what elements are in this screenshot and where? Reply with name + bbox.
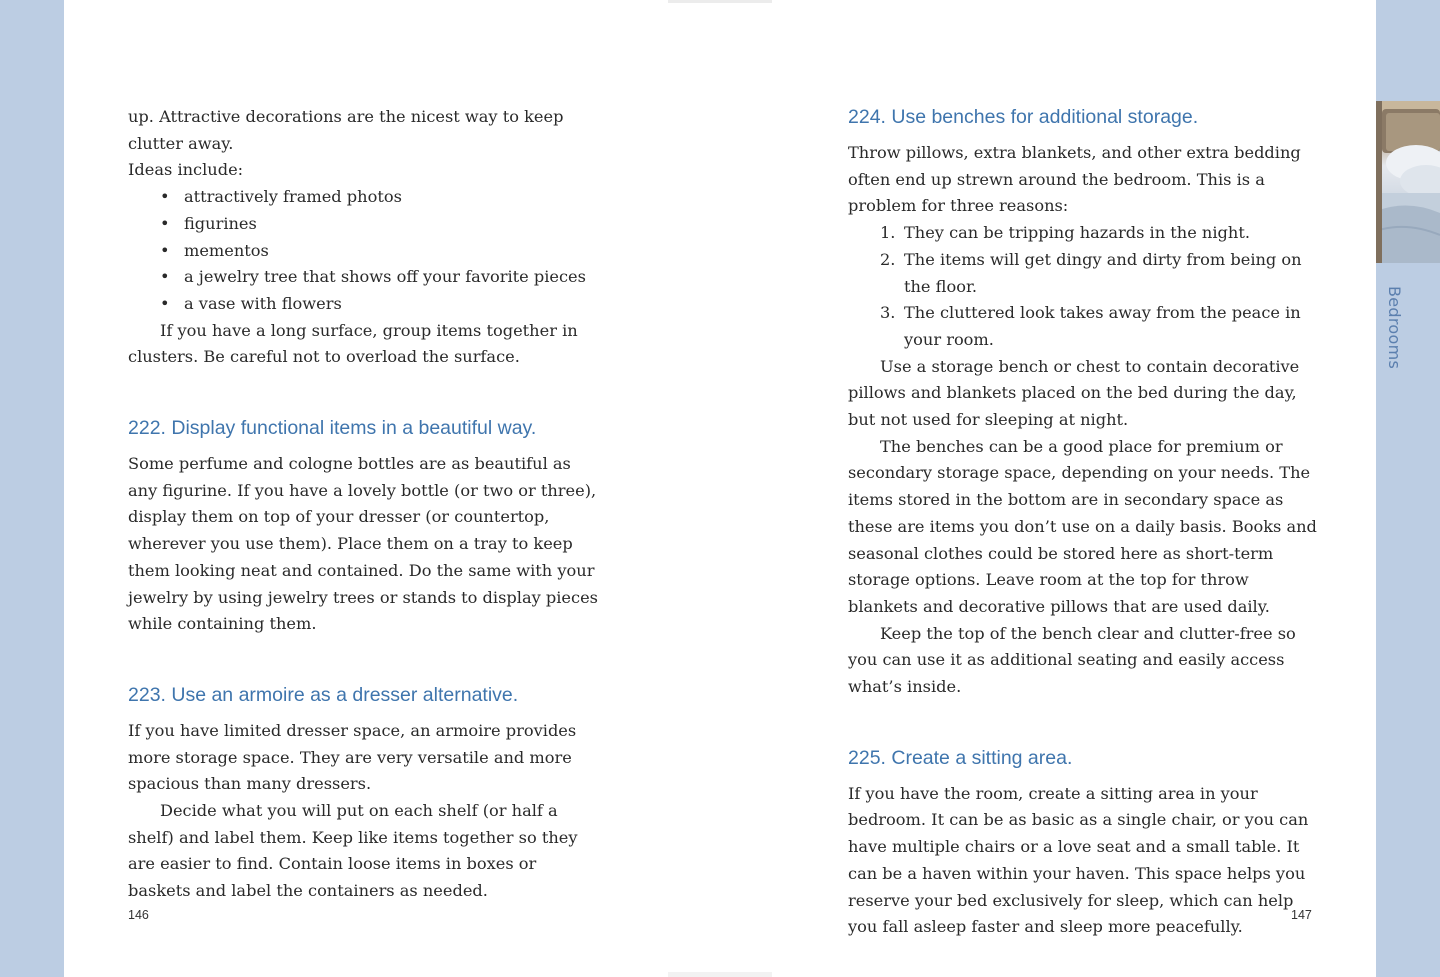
bedroom-photo-icon bbox=[1376, 101, 1440, 263]
list-number: 3. bbox=[880, 303, 896, 323]
page-number-right: 147 bbox=[1291, 908, 1312, 922]
list-item bbox=[880, 300, 1318, 353]
heading-223: 223. Use an armoire as a dresser alternative. bbox=[128, 683, 519, 706]
spine-shadow-top bbox=[668, 0, 772, 3]
intro-line-2: Ideas include: bbox=[128, 160, 244, 180]
list-text: The cluttered look takes away from the peace in your room. bbox=[904, 303, 1301, 349]
paragraph-225: If you have the room, create a sitting area in your bedroom. It can be as basic as a single chair, or you can have multiple chairs or a love seat and a small table. It can be a haven within your haven. This space helps you reserve your bed exclusively for sleep, which can help you fall asleep faster and sleep more peacefully. bbox=[848, 783, 1309, 937]
paragraph-224-2: Use a storage bench or chest to contain decorative pillows and blankets placed on the bed during the day, but not used for sleeping at night. bbox=[848, 356, 1300, 430]
list-text: The items will get dingy and dirty from being on the floor. bbox=[904, 249, 1302, 296]
paragraph-223-1: If you have limited dresser space, an armoire provides more storage space. They are very versatile and more spacious than many dressers. bbox=[128, 720, 577, 794]
clusters-paragraph: If you have a long surface, group items together in clusters. Be careful not to overload the surface. bbox=[128, 320, 578, 367]
paragraph-223-2: Decide what you will put on each shelf (or half a shelf) and label them. Keep like items together so they are easier to find. Contain loose items in boxes or baskets and label the containers as needed. bbox=[128, 801, 578, 901]
paragraph-222: Some perfume and cologne bottles are as beautiful as any figurine. If you have a lovely bottle (or two or three), display them on top of your dresser (or countertop, wherever you use them). Place them on a tray to keep them looking neat and contained. Do the same with your jewelry by using jewelry trees or stands to display pieces while containing them. bbox=[128, 454, 598, 634]
paragraph-224-3: The benches can be a good place for premium or secondary storage space, depending on your needs. The items stored in the bottom are in secondary space as these are items you don’t use on a daily basis. Books and seasonal clothes could be stored here as short-term storage options. Leave room at the top for throw blankets and decorative pillows that are used daily. bbox=[848, 436, 1317, 616]
heading-225: 225. Create a sitting area. bbox=[848, 746, 1073, 769]
list-item: • a jewelry tree that shows off your favorite pieces bbox=[184, 264, 598, 291]
paragraph-224-4: Keep the top of the bench clear and clutter-free so you can use it as additional seating and easily access what’s inside. bbox=[848, 623, 1296, 697]
list-item bbox=[880, 247, 1318, 300]
list-text: They can be tripping hazards in the night. bbox=[904, 223, 1250, 243]
list-number: 2. bbox=[880, 249, 896, 269]
list-item: • figurines bbox=[184, 211, 598, 238]
right-page-text bbox=[848, 104, 1318, 941]
intro-line-1: up. Attractive decorations are the nicest way to keep clutter away. bbox=[128, 107, 564, 153]
spine-shadow-bottom bbox=[668, 972, 772, 977]
page-number-left: 146 bbox=[128, 908, 149, 922]
list-number: 1. bbox=[880, 223, 896, 243]
left-page-text bbox=[128, 104, 598, 905]
list-item: • a vase with flowers bbox=[184, 291, 598, 318]
reasons-list bbox=[848, 220, 1318, 354]
list-item: • mementos bbox=[184, 238, 598, 265]
section-tab-bedrooms: Bedrooms bbox=[1385, 286, 1404, 370]
heading-224: 224. Use benches for additional storage. bbox=[848, 106, 1199, 128]
left-margin-band bbox=[0, 0, 64, 977]
paragraph-224-1: Throw pillows, extra blankets, and other extra bedding often end up strewn around the bedroom. This is a problem for three reasons: bbox=[848, 143, 1301, 216]
heading-222: 222. Display functional items in a beautiful way. bbox=[128, 417, 537, 440]
list-item bbox=[880, 220, 1318, 247]
ideas-list bbox=[128, 184, 598, 318]
list-item: • attractively framed photos bbox=[184, 184, 598, 211]
